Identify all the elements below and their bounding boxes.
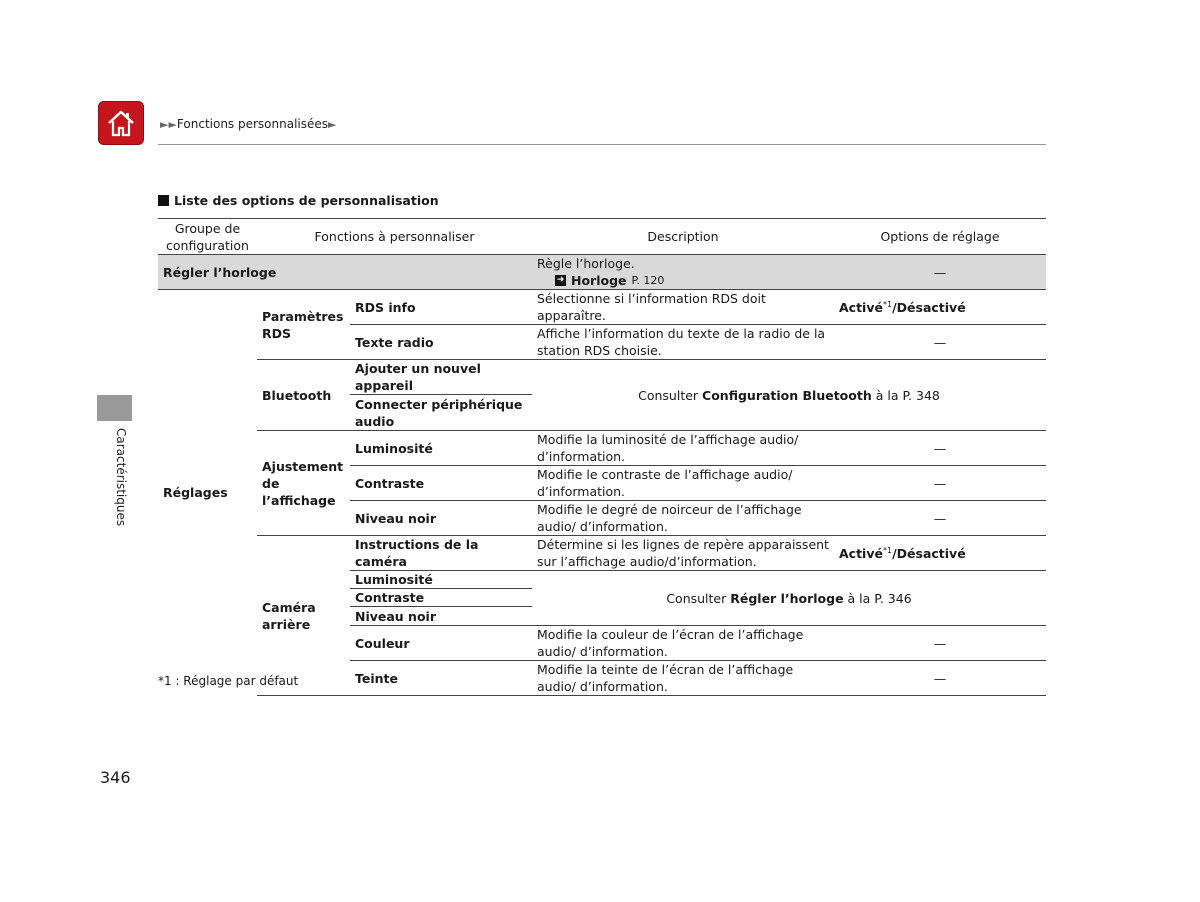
customization-table: [158, 218, 1046, 696]
clock-desc-text: Règle l’horloge.: [537, 256, 635, 271]
bluetooth-consult: [532, 360, 1046, 431]
camera-guide-desc: Détermine si les lignes de repère apparaissent sur l’affichage audio/d’information.: [532, 536, 834, 571]
contrast-desc: Modifie le contraste de l’affichage audio/ d’information.: [532, 466, 834, 501]
clock-ref[interactable]: [537, 272, 829, 289]
breadcrumb-end-arrow: ►: [328, 118, 337, 131]
header-options: Options de réglage: [834, 219, 1046, 255]
chapter-tab[interactable]: [97, 395, 132, 421]
clock-ref-label: Horloge: [571, 273, 627, 288]
header-group: Groupe de configuration: [158, 219, 257, 255]
page-number: 346: [100, 768, 131, 787]
opt-footnote-ref: *1: [882, 545, 893, 555]
consult-link[interactable]: Configuration Bluetooth: [702, 387, 872, 403]
camera-tint-desc: Modifie la teinte de l’écran de l’affichage audio/ d’information.: [532, 661, 834, 696]
square-bullet-icon: [158, 195, 169, 206]
consult-post: à la P. 348: [875, 387, 940, 403]
breadcrumb-arrows: ►►: [160, 118, 177, 131]
clock-ref-page: P. 120: [631, 274, 665, 287]
consult-post: à la P. 346: [847, 590, 912, 606]
arrow-right-icon: ➜: [556, 275, 565, 285]
brightness-name: Luminosité: [350, 431, 532, 466]
bluetooth-connect-name: Connecter périphérique audio: [350, 395, 532, 431]
rds-info-options: [834, 290, 1046, 325]
camera-black-level-name: Niveau noir: [350, 607, 532, 626]
section-title-text: Liste des options de personnalisation: [174, 193, 439, 208]
camera-contrast-name: Contraste: [350, 589, 532, 607]
breadcrumb-link[interactable]: Fonctions personnalisées: [176, 117, 329, 131]
radio-text-desc: Affiche l’information du texte de la radio de la station RDS choisie.: [532, 325, 834, 360]
camera-color-desc: Modifie la couleur de l’écran de l’affichage audio/ d’information.: [532, 626, 834, 661]
opt-footnote-ref: *1: [882, 299, 893, 309]
chapter-label: Caractéristiques: [114, 428, 128, 527]
black-level-name: Niveau noir: [350, 501, 532, 536]
clock-description: [532, 255, 834, 290]
opt-on: Activé: [839, 299, 883, 315]
camera-color-name: Couleur: [350, 626, 532, 661]
consult-pre: Consulter: [666, 590, 727, 606]
header-description: Description: [532, 219, 834, 255]
clock-row: [158, 255, 1046, 290]
reglages-group: Réglages: [163, 485, 228, 501]
table-row: [158, 290, 1046, 325]
home-icon: [105, 108, 137, 138]
radio-text-options: —: [834, 325, 1046, 360]
black-level-desc: Modifie le degré de noirceur de l’affichage audio/ d’information.: [532, 501, 834, 536]
home-button[interactable]: [98, 101, 144, 145]
display-label: Ajustement de l’affichage: [257, 431, 350, 536]
rds-info-desc: Sélectionne si l’information RDS doit apparaître.: [532, 290, 834, 325]
opt-off: /Désactivé: [892, 545, 966, 561]
camera-tint-options: —: [834, 661, 1046, 696]
table-row: [158, 536, 1046, 571]
camera-consult: [532, 571, 1046, 626]
clock-group: Régler l’horloge: [158, 255, 532, 290]
table-row: [158, 360, 1046, 395]
rds-info-name: RDS info: [350, 290, 532, 325]
footnote: *1 : Réglage par défaut: [158, 674, 299, 688]
breadcrumb: [160, 117, 337, 131]
bluetooth-label: Bluetooth: [257, 360, 350, 431]
header-function: Fonctions à personnaliser: [257, 219, 532, 255]
brightness-desc: Modifie la luminosité de l’affichage audio/ d’information.: [532, 431, 834, 466]
consult-link[interactable]: Régler l’horloge: [730, 590, 844, 606]
contrast-name: Contraste: [350, 466, 532, 501]
black-level-options: —: [834, 501, 1046, 536]
clock-options: —: [834, 255, 1046, 290]
camera-guide-options: [834, 536, 1046, 571]
header-rule: [158, 144, 1046, 145]
contrast-options: —: [834, 466, 1046, 501]
bluetooth-add-name: Ajouter un nouvel appareil: [350, 360, 532, 395]
camera-color-options: —: [834, 626, 1046, 661]
camera-brightness-name: Luminosité: [350, 571, 532, 589]
camera-label: Caméra arrière: [257, 536, 350, 696]
table-row: [158, 431, 1046, 466]
table-header-row: [158, 219, 1046, 255]
opt-off: /Désactivé: [892, 299, 966, 315]
camera-guide-name: Instructions de la caméra: [350, 536, 532, 571]
opt-on: Activé: [839, 545, 883, 561]
rds-label: Paramètres RDS: [257, 290, 350, 360]
section-title: [158, 193, 439, 208]
consult-pre: Consulter: [638, 387, 699, 403]
camera-tint-name: Teinte: [350, 661, 532, 696]
brightness-options: —: [834, 431, 1046, 466]
radio-text-name: Texte radio: [350, 325, 532, 360]
